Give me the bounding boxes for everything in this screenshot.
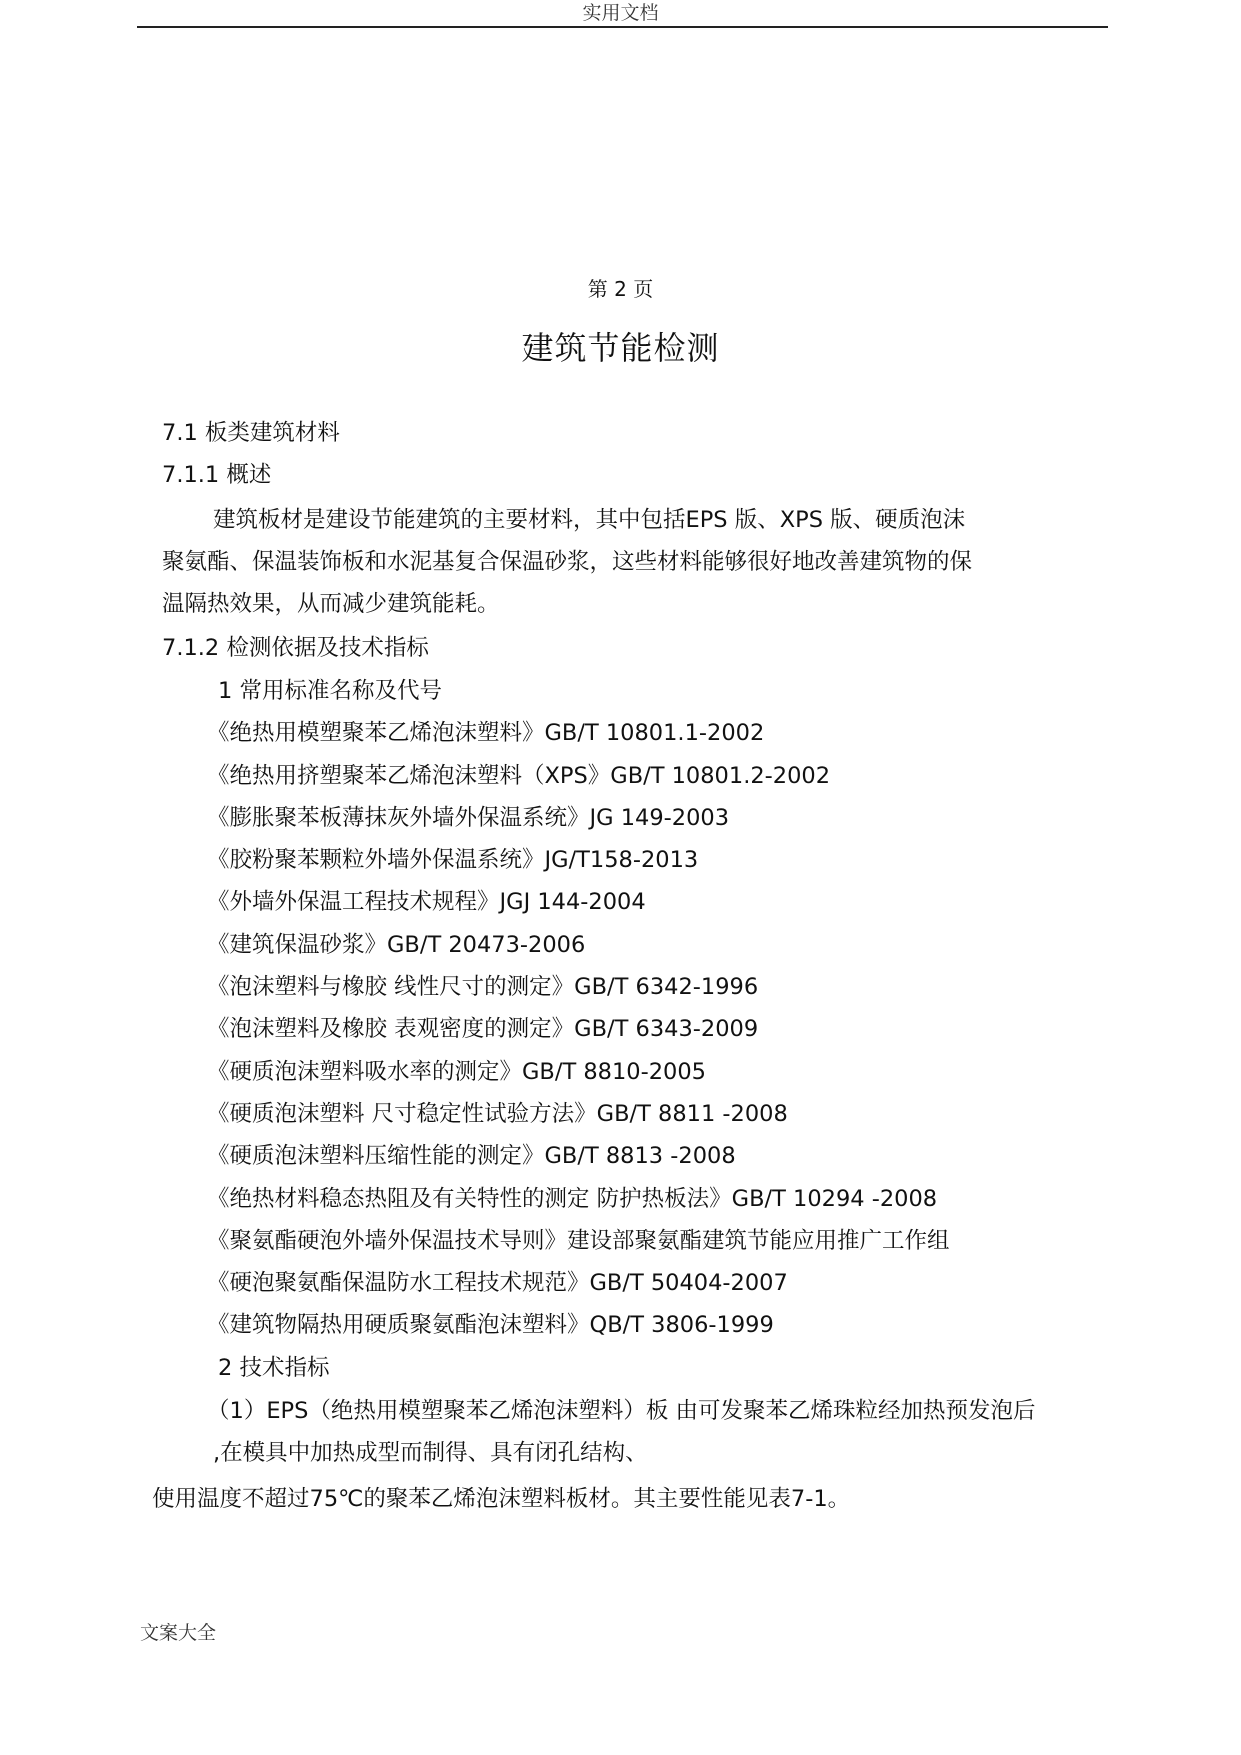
standard-item: 《硬泡聚氨酯保温防水工程技术规范》GB/T 50404-2007 [207, 1270, 788, 1296]
item-heading-standards: 1 常用标准名称及代号 [218, 678, 442, 704]
standard-item: 《建筑物隔热用硬质聚氨酯泡沫塑料》QB/T 3806-1999 [207, 1312, 774, 1338]
subsection-heading-standards: 7.1.2 检测依据及技术指标 [162, 635, 429, 661]
document-title: 建筑节能检测 [521, 329, 720, 367]
standard-item: 《泡沫塑料及橡胶 表观密度的测定》GB/T 6343-2009 [207, 1016, 759, 1042]
subsection-heading-overview: 7.1.1 概述 [162, 462, 272, 488]
eps-paragraph-line: 使用温度不超过75℃的聚苯乙烯泡沫塑料板材。其主要性能见表7-1。 [152, 1486, 851, 1512]
item-heading-tech-specs: 2 技术指标 [218, 1355, 330, 1381]
standard-item: 《硬质泡沫塑料吸水率的测定》GB/T 8810-2005 [207, 1059, 706, 1085]
standard-item: 《绝热用模塑聚苯乙烯泡沫塑料》GB/T 10801.1-2002 [207, 720, 765, 746]
standard-item: 《建筑保温砂浆》GB/T 20473-2006 [207, 932, 586, 958]
standard-item: 《泡沫塑料与橡胶 线性尺寸的测定》GB/T 6342-1996 [207, 974, 759, 1000]
eps-paragraph-line: （1）EPS（绝热用模塑聚苯乙烯泡沫塑料）板 由可发聚苯乙烯珠粒经加热预发泡后 [207, 1398, 1036, 1424]
overview-line: 聚氨酯、保温装饰板和水泥基复合保温砂浆，这些材料能够很好地改善建筑物的保 [162, 549, 973, 575]
standard-item: 《硬质泡沫塑料压缩性能的测定》GB/T 8813 -2008 [207, 1143, 736, 1169]
running-footer: 文案大全 [140, 1622, 217, 1644]
standard-item: 《聚氨酯硬泡外墙外保温技术导则》建设部聚氨酯建筑节能应用推广工作组 [207, 1228, 950, 1254]
running-header: 实用文档 [582, 2, 659, 24]
standard-item: 《硬质泡沫塑料 尺寸稳定性试验方法》GB/T 8811 -2008 [207, 1101, 788, 1127]
section-heading: 7.1 板类建筑材料 [162, 420, 340, 446]
standard-item: 《胶粉聚苯颗粒外墙外保温系统》JG/T158-2013 [207, 847, 699, 873]
standard-item: 《绝热用挤塑聚苯乙烯泡沫塑料（XPS》GB/T 10801.2-2002 [207, 763, 831, 789]
standard-item: 《绝热材料稳态热阻及有关特性的测定 防护热板法》GB/T 10294 -2008 [207, 1186, 938, 1212]
overview-line: 建筑板材是建设节能建筑的主要材料，其中包括EPS 版、XPS 版、硬质泡沫 [213, 507, 966, 533]
overview-line: 温隔热效果，从而减少建筑能耗。 [162, 591, 500, 617]
page-number: 第 2 页 [587, 277, 654, 301]
eps-paragraph-line: ,在模具中加热成型而制得、具有闭孔结构、 [213, 1440, 648, 1466]
standard-item: 《膨胀聚苯板薄抹灰外墙外保温系统》JG 149-2003 [207, 805, 730, 831]
header-rule [137, 26, 1108, 28]
standard-item: 《外墙外保温工程技术规程》JGJ 144-2004 [207, 889, 646, 915]
